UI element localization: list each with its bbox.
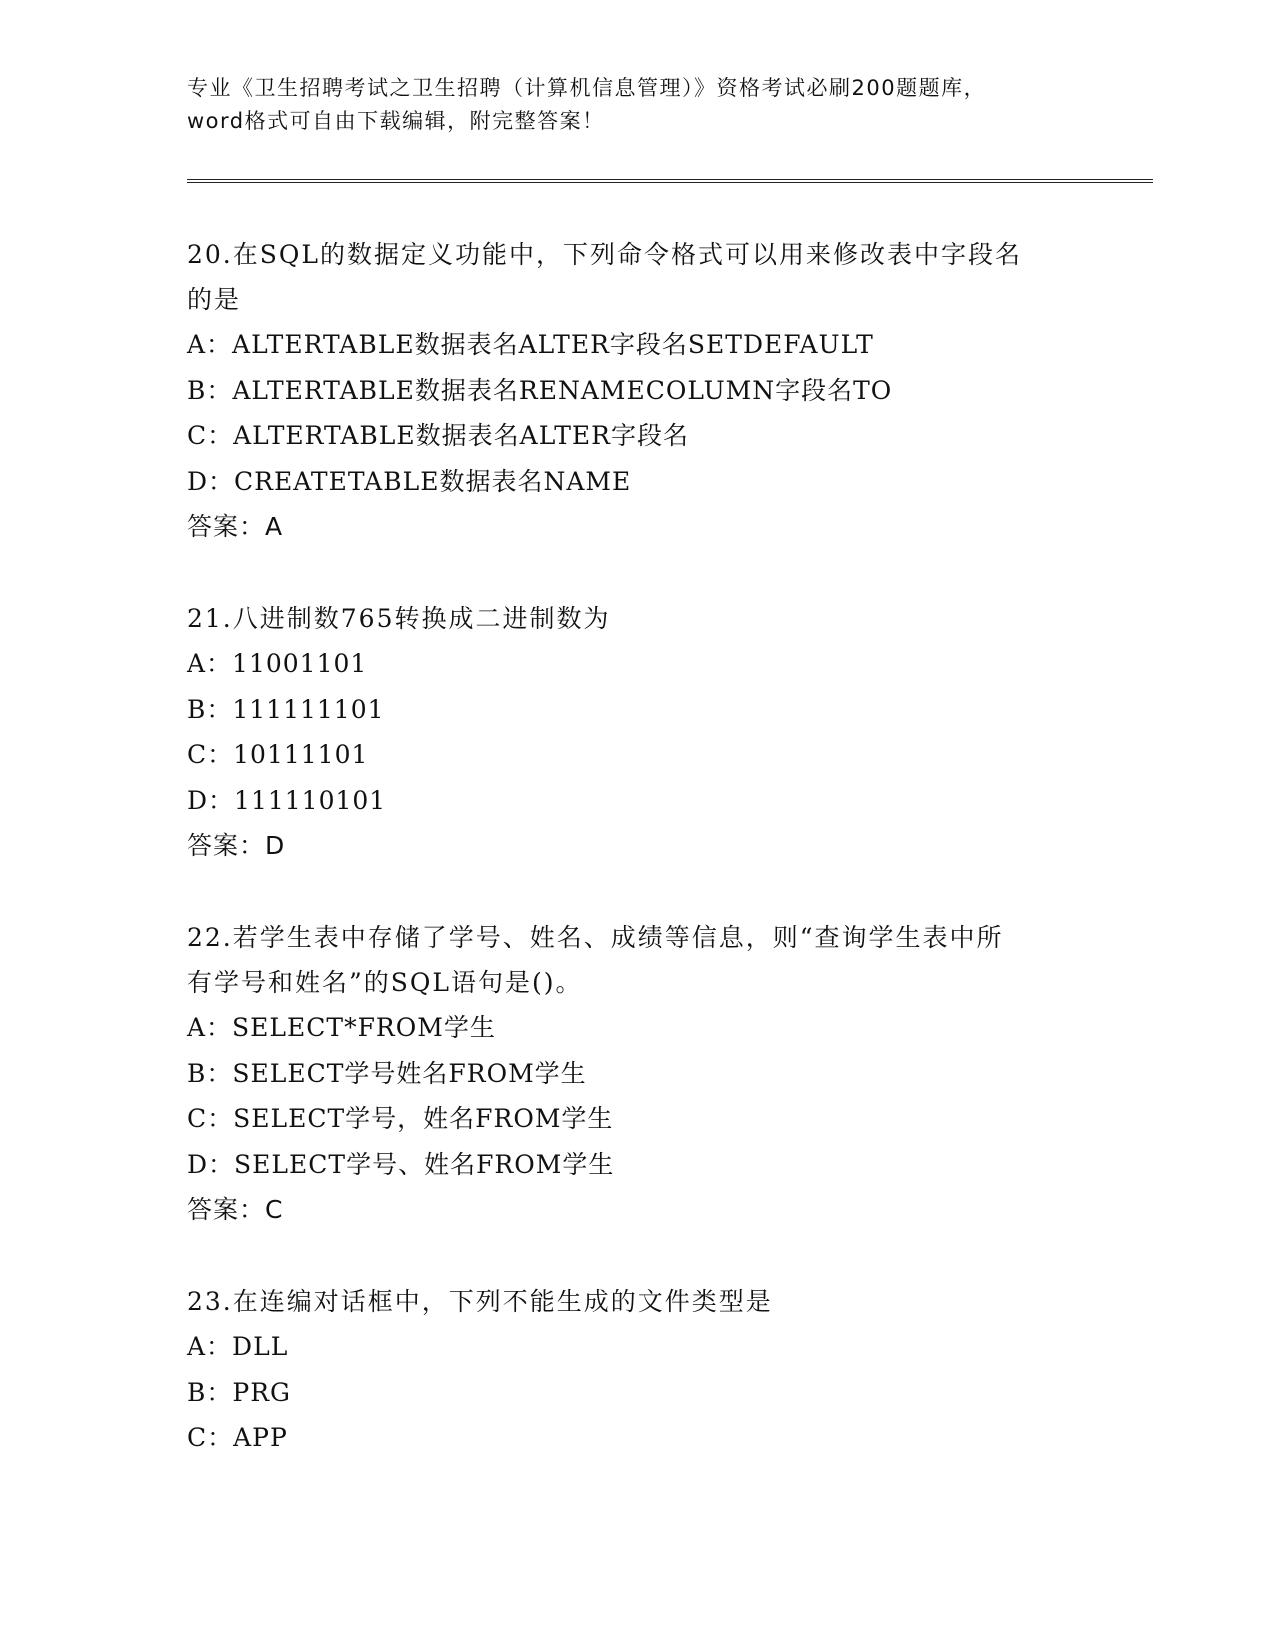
question-stem-continued: 有学号和姓名”的SQL语句是()。 xyxy=(187,968,583,997)
question-stem: 23.在连编对话框中，下列不能生成的文件类型是 xyxy=(187,1287,773,1316)
question-23 xyxy=(187,1279,1087,1461)
question-stem: 21.八进制数765转换成二进制数为 xyxy=(187,604,611,633)
header-line-2: word格式可自由下载编辑，附完整答案！ xyxy=(187,109,605,133)
option-c: C：ALTERTABLE数据表名ALTER字段名 xyxy=(187,421,690,450)
question-stem-continued: 的是 xyxy=(187,285,242,314)
option-a: A：DLL xyxy=(187,1332,289,1361)
option-b: B：ALTERTABLE数据表名RENAMECOLUMN字段名TO xyxy=(187,375,893,405)
header-line-1: 专业《卫生招聘考试之卫生招聘（计算机信息管理）》资格考试必刷200题题库， xyxy=(187,76,987,100)
option-d: D：111110101 xyxy=(187,785,387,815)
answer-label: 答案：D xyxy=(187,831,286,860)
answer-label: 答案：A xyxy=(187,512,284,541)
option-a: A：ALTERTABLE数据表名ALTER字段名SETDEFAULT xyxy=(187,330,874,359)
option-b: B：PRG xyxy=(187,1377,291,1407)
question-22 xyxy=(187,915,1087,1232)
option-c: C：APP xyxy=(187,1423,288,1452)
question-stem: 22.若学生表中存储了学号、姓名、成绩等信息，则“查询学生表中所 xyxy=(187,923,1004,952)
answer-label: 答案：C xyxy=(187,1195,284,1224)
question-list xyxy=(187,232,1087,1508)
option-d: D：CREATETABLE数据表名NAME xyxy=(187,466,632,496)
document-header xyxy=(187,72,1087,138)
option-b: B：SELECT学号姓名FROM学生 xyxy=(187,1058,587,1088)
question-21 xyxy=(187,596,1087,868)
question-20 xyxy=(187,232,1087,549)
question-stem: 20.在SQL的数据定义功能中，下列命令格式可以用来修改表中字段名 xyxy=(187,240,1022,269)
option-b: B：111111101 xyxy=(187,694,385,724)
option-c: C：SELECT学号，姓名FROM学生 xyxy=(187,1104,614,1133)
option-a: A：SELECT*FROM学生 xyxy=(187,1013,496,1042)
option-d: D：SELECT学号、姓名FROM学生 xyxy=(187,1149,615,1179)
header-divider xyxy=(187,179,1153,183)
option-a: A：11001101 xyxy=(187,649,368,678)
option-c: C：10111101 xyxy=(187,740,369,769)
